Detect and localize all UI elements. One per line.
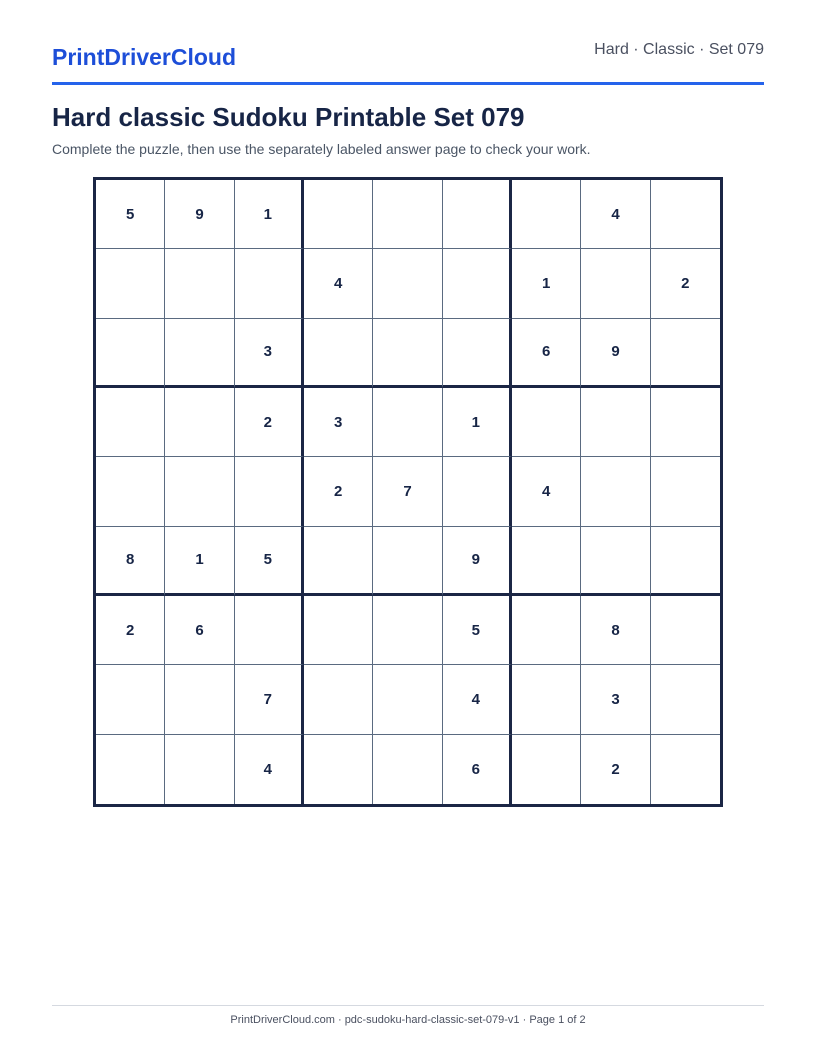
sudoku-cell[interactable] (512, 596, 581, 665)
sudoku-cell[interactable] (581, 388, 650, 457)
sudoku-cell[interactable]: 3 (581, 665, 650, 734)
sudoku-cell[interactable] (373, 319, 442, 388)
sudoku-cell[interactable] (581, 457, 650, 526)
sudoku-cell[interactable] (651, 388, 720, 457)
sudoku-cell[interactable]: 2 (96, 596, 165, 665)
sudoku-cell[interactable] (512, 735, 581, 804)
sudoku-cell[interactable] (235, 249, 304, 318)
sudoku-cell[interactable] (443, 319, 512, 388)
sudoku-cell[interactable]: 6 (165, 596, 234, 665)
sudoku-cell[interactable] (373, 180, 442, 249)
sudoku-cell[interactable] (512, 527, 581, 596)
brand-logo: PrintDriverCloud (52, 44, 237, 70)
sudoku-cell[interactable]: 2 (581, 735, 650, 804)
sudoku-cell[interactable]: 2 (304, 457, 373, 526)
sudoku-cell[interactable] (373, 735, 442, 804)
sudoku-cell[interactable] (165, 249, 234, 318)
page-title: Hard classic Sudoku Printable Set 079 (52, 102, 525, 132)
sudoku-cell[interactable] (304, 735, 373, 804)
sudoku-cell[interactable]: 4 (512, 457, 581, 526)
page-footer: PrintDriverCloud.com · pdc-sudoku-hard-classic-set-079-v1 · Page 1 of 2 (230, 1014, 586, 1026)
sudoku-cell[interactable]: 4 (304, 249, 373, 318)
sudoku-cell[interactable] (512, 665, 581, 734)
sudoku-cell[interactable]: 2 (651, 249, 720, 318)
sudoku-cell[interactable]: 9 (581, 319, 650, 388)
sudoku-cell[interactable]: 5 (235, 527, 304, 596)
puzzle-meta: Hard · Classic · Set 079 (594, 41, 764, 58)
sudoku-cell[interactable] (96, 388, 165, 457)
sudoku-cell[interactable] (96, 457, 165, 526)
sudoku-cell[interactable] (581, 527, 650, 596)
sudoku-cell[interactable] (304, 527, 373, 596)
sudoku-cell[interactable]: 4 (581, 180, 650, 249)
sudoku-cell[interactable] (96, 319, 165, 388)
sudoku-cell[interactable] (443, 457, 512, 526)
sudoku-cell[interactable] (235, 596, 304, 665)
sudoku-cell[interactable] (165, 319, 234, 388)
sudoku-cell[interactable]: 6 (512, 319, 581, 388)
sudoku-cell[interactable]: 2 (235, 388, 304, 457)
sudoku-cell[interactable] (165, 457, 234, 526)
sudoku-cell[interactable] (581, 249, 650, 318)
footer-divider (52, 1005, 764, 1006)
sudoku-cell[interactable] (304, 665, 373, 734)
sudoku-cell[interactable] (651, 665, 720, 734)
sudoku-cell[interactable] (512, 388, 581, 457)
sudoku-cell[interactable] (165, 388, 234, 457)
sudoku-cell[interactable] (651, 596, 720, 665)
sudoku-cell[interactable] (651, 527, 720, 596)
sudoku-cell[interactable] (443, 180, 512, 249)
sudoku-cell[interactable] (304, 319, 373, 388)
sudoku-cell[interactable] (304, 596, 373, 665)
sudoku-cell[interactable]: 4 (443, 665, 512, 734)
sudoku-cell[interactable] (651, 180, 720, 249)
sudoku-cell[interactable]: 3 (304, 388, 373, 457)
sudoku-cell[interactable] (651, 735, 720, 804)
sudoku-cell[interactable]: 7 (373, 457, 442, 526)
sudoku-cell[interactable]: 1 (512, 249, 581, 318)
sudoku-grid (93, 177, 723, 807)
sudoku-cell[interactable]: 6 (443, 735, 512, 804)
sudoku-cell[interactable] (512, 180, 581, 249)
sudoku-cell[interactable]: 1 (165, 527, 234, 596)
sudoku-cell[interactable]: 8 (96, 527, 165, 596)
sudoku-cell[interactable] (165, 735, 234, 804)
sudoku-cell[interactable]: 5 (96, 180, 165, 249)
sudoku-cell[interactable]: 4 (235, 735, 304, 804)
sudoku-cell[interactable] (96, 735, 165, 804)
sudoku-cell[interactable]: 5 (443, 596, 512, 665)
sudoku-cell[interactable] (373, 665, 442, 734)
sudoku-cell[interactable] (373, 249, 442, 318)
sudoku-cell[interactable] (373, 527, 442, 596)
sudoku-cell[interactable] (443, 249, 512, 318)
sudoku-cell[interactable]: 3 (235, 319, 304, 388)
sudoku-cell[interactable] (651, 457, 720, 526)
sudoku-cell[interactable]: 9 (165, 180, 234, 249)
sudoku-cell[interactable] (304, 180, 373, 249)
sudoku-cell[interactable] (165, 665, 234, 734)
sudoku-cell[interactable] (373, 596, 442, 665)
sudoku-cell[interactable] (235, 457, 304, 526)
sudoku-cell[interactable] (96, 665, 165, 734)
sudoku-cell[interactable] (96, 249, 165, 318)
sudoku-cell[interactable] (373, 388, 442, 457)
page-subtitle: Complete the puzzle, then use the separately labeled answer page to check your work. (52, 141, 591, 157)
sudoku-cell[interactable]: 1 (443, 388, 512, 457)
sudoku-cell[interactable]: 8 (581, 596, 650, 665)
sudoku-cell[interactable] (651, 319, 720, 388)
header-divider (52, 82, 764, 85)
sudoku-cell[interactable]: 9 (443, 527, 512, 596)
sudoku-cell[interactable]: 1 (235, 180, 304, 249)
sudoku-cell[interactable]: 7 (235, 665, 304, 734)
